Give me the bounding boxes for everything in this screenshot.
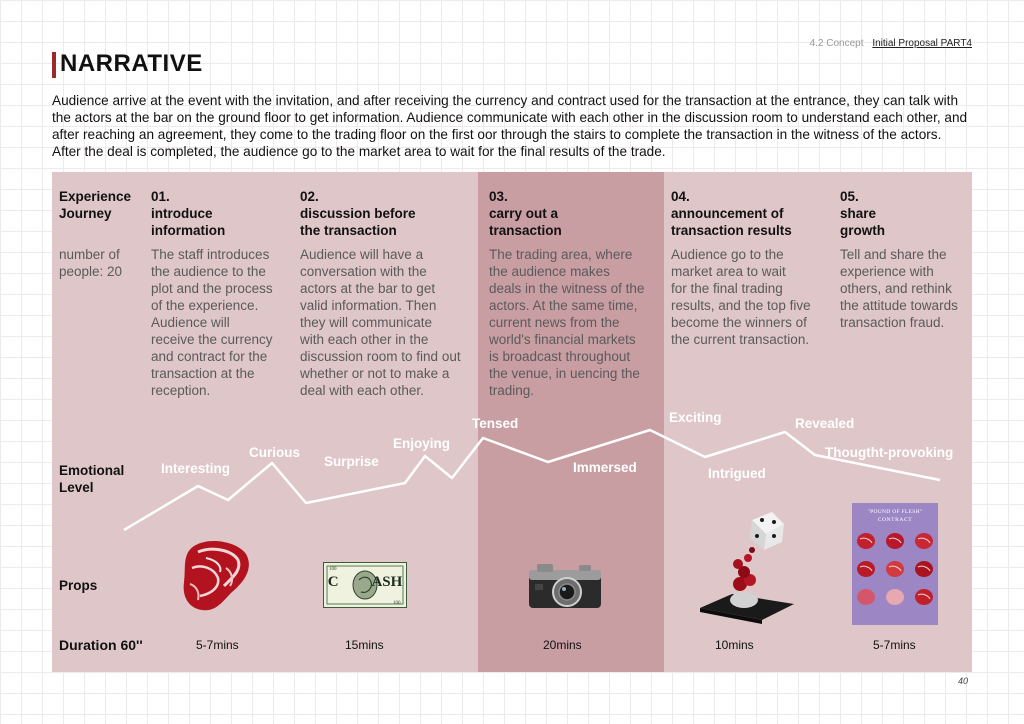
desc-line: and contract for the [151,349,268,364]
dice-sculpture-image [694,508,794,626]
desc-line: The trading area, where [489,247,633,262]
desc-line: others, and rethink [840,281,952,296]
svg-text:100: 100 [329,567,337,572]
desc-line: Audience will [151,315,230,330]
desc-line: actors at the bar to get [300,281,436,296]
stage-title-line1: announcement of [671,206,784,221]
poster-steaks-grid [852,529,938,621]
stage-number: 01. [151,189,170,204]
emotion-intrigued: Intrigued [708,466,766,481]
desc-line: reception. [151,383,211,398]
desc-line: of the experience. [151,298,259,313]
page-title: NARRATIVE [60,50,203,77]
contract-poster-image [852,503,938,625]
desc-line: deal with each other. [300,383,424,398]
desc-line: whether or not to make a [300,366,450,381]
desc-line: market area to wait [671,264,786,279]
duration-stage-1: 5-7mins [196,638,239,652]
section-label: Initial Proposal PART4 [872,38,972,49]
cash-note-text: C ASH [327,574,403,590]
desc-line: current news from the [489,315,620,330]
desc-line: discussion room to find out [300,349,461,364]
emotion-thought-provoking: Thougtht-provoking [825,445,954,460]
desc-line: transaction fraud. [840,315,945,330]
stage-number: 04. [671,189,690,204]
desc-line: conversation with the [300,264,427,279]
desc-line: world's financial markets [489,332,636,347]
emotion-exciting: Exciting [669,410,722,425]
page-number: 40 [957,676,968,686]
duration-stage-2: 15mins [345,638,384,652]
emotional-label-line1: Emotional [59,463,125,478]
desc-line: for the final trading [671,281,783,296]
poster-subtitle: CONTRACT [877,517,913,523]
emotion-revealed: Revealed [795,416,855,431]
desc-line: transaction at the [151,366,255,381]
props-label: Props [59,578,98,593]
desc-line: the current transaction. [671,332,810,347]
stage-number: 02. [300,189,319,204]
desc-line: become the winners of [671,315,807,330]
stage-title-line2: information [151,223,226,238]
desc-line: with each other in the [300,332,429,347]
duration-stage-4: 10mins [715,638,754,652]
experience-label-line2: Journey [59,206,112,221]
stage-title-line1: introduce [151,206,213,221]
desc-line: The staff introduces [151,247,270,262]
stage-title-line1: discussion before [300,206,416,221]
emotion-surprise: Surprise [324,454,379,469]
desc-line: receive the currency [151,332,273,347]
desc-line: actors. At the same time, [489,298,638,313]
emotion-curious: Curious [249,445,301,460]
desc-line: they will communicate [300,315,433,330]
experience-label-line1: Experience [59,189,132,204]
desc-line: Audience will have a [300,247,424,262]
people-line2: people: 20 [59,264,123,279]
desc-line: the audience makes [489,264,610,279]
emotion-interesting: Interesting [161,461,231,476]
desc-line: experience with [840,264,934,279]
desc-line: the attitude towards [840,298,958,313]
steak-image [180,538,252,614]
stage-title-line2: transaction results [671,223,792,238]
stage-title-line2: transaction [489,223,562,238]
emotion-line [124,430,940,530]
stage-title-line1: share [840,206,877,221]
desc-line: Tell and share the [840,247,947,262]
duration-stage-3: 20mins [543,638,582,652]
duration-label: Duration 60'' [59,637,143,653]
desc-line: trading. [489,383,535,398]
desc-line: valid information. Then [300,298,437,313]
stage-title-line2: growth [840,223,885,238]
people-line1: number of [59,247,120,262]
intro-paragraph: Audience arrive at the event with the invitation, and after receiving the currency and contract used for the transaction at the entrance, they can talk with the actors at the bar on the ground floor to get information. Audience communicate with each other in the discussion room to understand each other, and after reaching an agreement, they come to the trading floor on the first oor through the stairs to complete the transaction in the witness of the actors. After the deal is completed, the audience go to the market area to wait for the final results of the trade. [52,93,968,159]
poster-title: "POUND OF FLESH" [867,509,923,515]
stage-title-line2: the transaction [300,223,397,238]
emotion-enjoying: Enjoying [393,436,450,451]
desc-line: the audience to the [151,264,266,279]
desc-line: the venue, in uencing the [489,366,640,381]
stage-number: 03. [489,189,508,204]
emotion-tensed: Tensed [472,416,519,431]
desc-line: results, and the top five [671,298,811,313]
camera-image [527,562,603,610]
svg-text:100: 100 [393,601,401,606]
desc-line: deals in the witness of the [489,281,645,296]
stage-title-line1: carry out a [489,206,559,221]
chapter-label: 4.2 Concept [809,38,864,49]
stage-number: 05. [840,189,859,204]
duration-stage-5: 5-7mins [873,638,916,652]
emotion-immersed: Immersed [573,460,637,475]
desc-line: plot and the process [151,281,273,296]
desc-line: is broadcast throughout [489,349,631,364]
desc-line: Audience go to the [671,247,784,262]
emotional-label-line2: Level [59,480,94,495]
